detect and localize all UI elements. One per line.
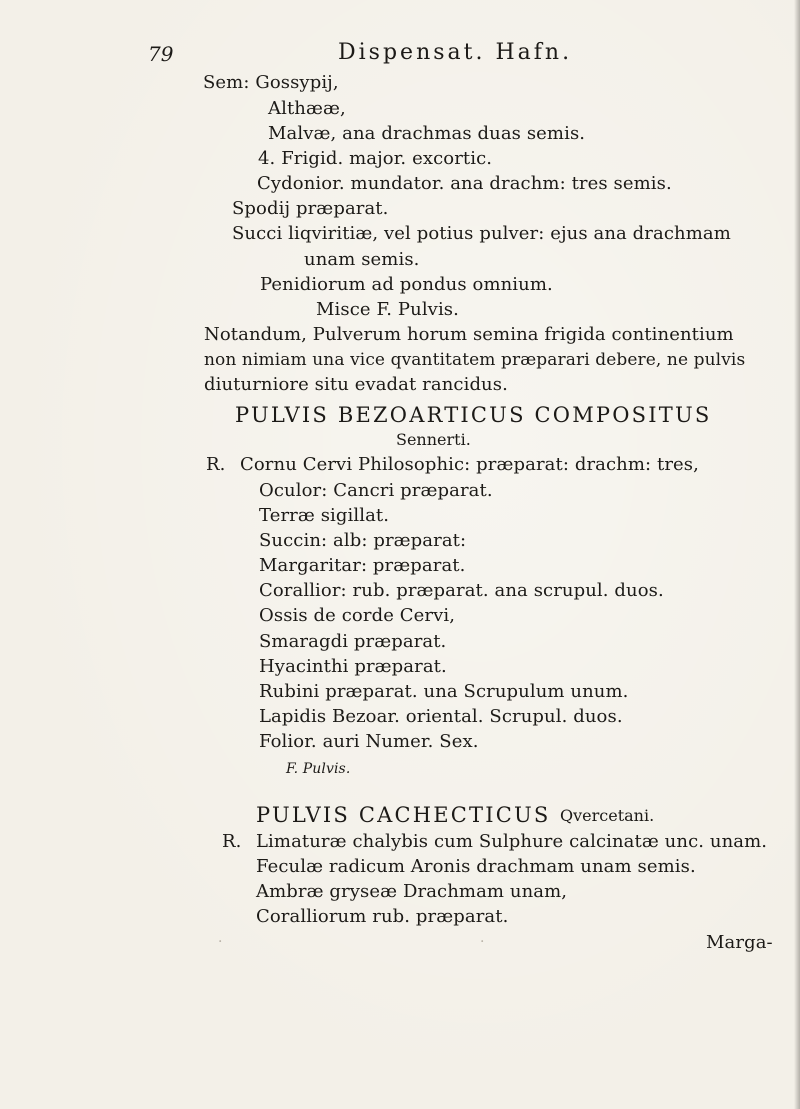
show-through-mark: ·	[218, 934, 223, 950]
ingredient-line: Lapidis Bezoar. oriental. Scrupul. duos.	[259, 706, 623, 727]
ingredient-line: Cornu Cervi Philosophic: præparat: drachm: tres,	[240, 454, 699, 475]
text-line: Malvæ, ana drachmas duas semis.	[268, 123, 586, 144]
note-line: Notandum, Pulverum horum semina frigida continentium	[204, 324, 734, 345]
catchword: Marga-	[706, 932, 773, 953]
note-line: non nimiam una vice qvantitatem præparari debere, ne pulvis	[204, 350, 746, 370]
ingredient-line: Succin: alb: præparat:	[259, 530, 467, 551]
ingredient-line: Hyacinthi præparat.	[259, 656, 447, 677]
page-number: 79	[148, 42, 174, 66]
ingredient-line: Terræ sigillat.	[259, 505, 390, 526]
section-author: Qvercetani.	[560, 806, 655, 825]
text-line: 4. Frigid. major. excortic.	[258, 148, 493, 169]
ingredient-line: Ossis de corde Cervi,	[259, 605, 456, 626]
text-line: Misce F. Pulvis.	[316, 299, 459, 320]
text-line: Cydonior. mundator. ana drachm: tres semis.	[257, 173, 672, 194]
ingredient-line: Limaturæ chalybis cum Sulphure calcinatæ unc. unam.	[256, 831, 768, 852]
ingredient-line: Smaragdi præparat.	[259, 631, 447, 652]
ingredient-line: Corallior: rub. præparat. ana scrupul. duos.	[259, 580, 664, 601]
recipe-mark: R.	[206, 454, 226, 475]
recipe-mark: R.	[222, 831, 242, 852]
show-through-mark: ·	[480, 934, 485, 950]
note-line: diuturniore situ evadat rancidus.	[204, 374, 508, 395]
section-author: Sennerti.	[396, 430, 471, 449]
text-line: Penidiorum ad pondus omnium.	[260, 274, 553, 295]
ingredient-line: Rubini præparat. una Scrupulum unum.	[259, 681, 629, 702]
text-line: unam semis.	[304, 249, 420, 270]
section-heading: PULVIS BEZOARTICUS COMPOSITUS	[235, 403, 712, 427]
running-title: Dispensat. Hafn.	[338, 40, 573, 65]
recipe-closing: F. Pulvis.	[286, 761, 351, 777]
section-heading: PULVIS CACHECTICUS	[256, 803, 551, 827]
text-line: Succi liqviritiæ, vel potius pulver: ejus ana drachmam	[232, 223, 731, 244]
text-line: Sem: Gossypij,	[203, 72, 339, 93]
ingredient-line: Margaritar: præparat.	[259, 555, 466, 576]
page-edge-shadow	[794, 0, 800, 1109]
text-line: Spodij præparat.	[232, 198, 389, 219]
text-line: Althææ,	[268, 98, 346, 119]
ingredient-line: Feculæ radicum Aronis drachmam unam semis.	[256, 856, 696, 877]
ingredient-line: Oculor: Cancri præparat.	[259, 480, 493, 501]
ingredient-line: Coralliorum rub. præparat.	[256, 906, 509, 927]
ingredient-line: Ambræ gryseæ Drachmam unam,	[256, 881, 568, 902]
ingredient-line: Folior. auri Numer. Sex.	[259, 731, 479, 752]
